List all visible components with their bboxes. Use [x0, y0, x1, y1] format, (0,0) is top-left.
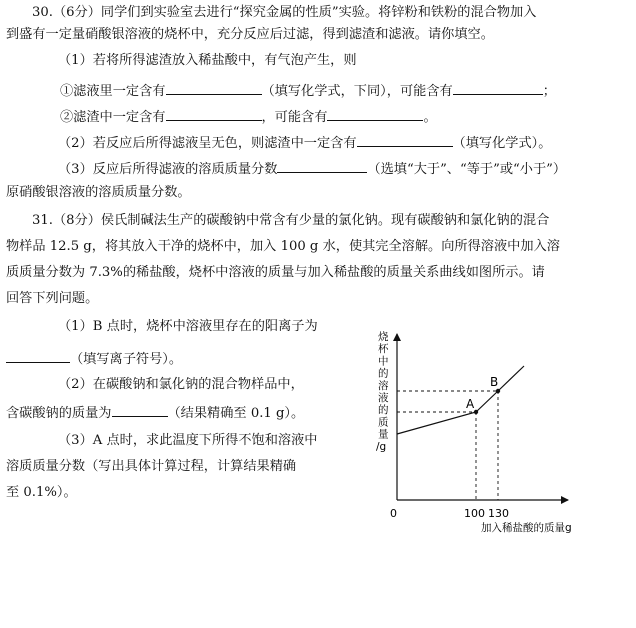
y-axis-label [376, 330, 389, 453]
q30-part-1: （1）若将所得滤渣放入稀盐酸中，有气泡产生，则 [58, 53, 357, 68]
q30-line-2: 到盛有一定量硝酸银溶液的烧杯中，充分反应后过滤，得到滤渣和滤液。请你填空。 [6, 27, 494, 42]
q30-3-prefix: （3）反应后所得滤液的溶质质量分数 [58, 162, 278, 177]
y-axis-label-char: 溶 [378, 379, 389, 392]
q31-line-3: 质质量分数为 7.3%的稀盐酸，烧杯中溶液的质量与加入稀盐酸的质量关系曲线如图所示。请 [6, 265, 545, 280]
x-axis-label: 加入稀盐酸的质量g [481, 522, 572, 534]
q31-line-4: 回答下列问题。 [6, 291, 99, 306]
origin-label: 0 [390, 507, 397, 520]
q30-1a-end: ； [542, 84, 556, 99]
y-axis-label-char: 量 [378, 428, 389, 441]
point-a-label: A [466, 397, 475, 411]
q31-part-3: （3）A 点时，求此温度下所得不饱和溶液中 [58, 433, 318, 448]
q30-2-end: （填写化学式）。 [452, 136, 552, 151]
y-axis-label-char: 中 [378, 355, 389, 368]
q30-1a-prefix: ①滤液里一定含有 [60, 84, 166, 99]
x-tick-130: 130 [488, 507, 509, 520]
y-axis-label-char: 杯 [378, 343, 389, 356]
point-b-label: B [490, 375, 499, 389]
q31-part-3-cont-2: 至 0.1%）。 [6, 485, 77, 500]
q30-1b-end: 。 [423, 110, 437, 125]
q31-2-end: （结果精确至 0.1 g）。 [167, 406, 305, 421]
q31-part-1: （1）B 点时，烧杯中溶液里存在的阳离子为 [58, 319, 318, 334]
y-axis-label-char: 烧 [378, 331, 389, 343]
q31-part-3-cont-1: 溶质质量分数（写出具体计算过程，计算结果精确 [6, 459, 297, 474]
q30-2-prefix: （2）若反应后所得滤液呈无色，则滤渣中一定含有 [58, 136, 357, 151]
q30-1a-middle: （填写化学式，下同），可能含有 [261, 84, 453, 99]
q31-part-2: （2）在碳酸钠和氯化钠的混合物样品中， [58, 377, 304, 392]
y-axis-label-char: 质 [378, 416, 389, 429]
q31-2-prefix: 含碳酸钠的质量为 [6, 406, 112, 421]
y-axis-label-char: 的 [378, 367, 389, 380]
point-b-marker [496, 389, 500, 393]
x-tick-100: 100 [464, 507, 485, 520]
q31-line-1: 31.（8分）侯氏制碱法生产的碳酸钠中常含有少量的氯化钠。现有碳酸钠和氯化钠的混合 [32, 213, 550, 228]
point-a-marker [474, 410, 478, 414]
q30-3-end: （选填“大于”、“等于”或“小于”） [367, 162, 567, 177]
y-axis-label-char: 液 [378, 392, 389, 404]
q30-part-3-cont: 原硝酸银溶液的溶质质量分数。 [6, 185, 191, 200]
y-axis-label-char: /g [376, 440, 387, 453]
mass-curve-line [397, 366, 524, 434]
q30-1b-middle: ，可能含有 [261, 110, 328, 125]
q31-1-end: （填写离子符号）。 [70, 352, 183, 367]
q31-line-2: 物样品 12.5 g，将其放入干净的烧杯中，加入 100 g 水，使其完全溶解。向所得溶液中加入溶 [6, 239, 560, 254]
q30-line-1: 30.（6分）同学们到实验室去进行“探究金属的性质”实验。将锌粉和铁粉的混合物加入 [32, 5, 537, 20]
y-axis-label-char: 的 [378, 404, 389, 417]
q30-1b-prefix: ②滤渣中一定含有 [60, 110, 166, 125]
